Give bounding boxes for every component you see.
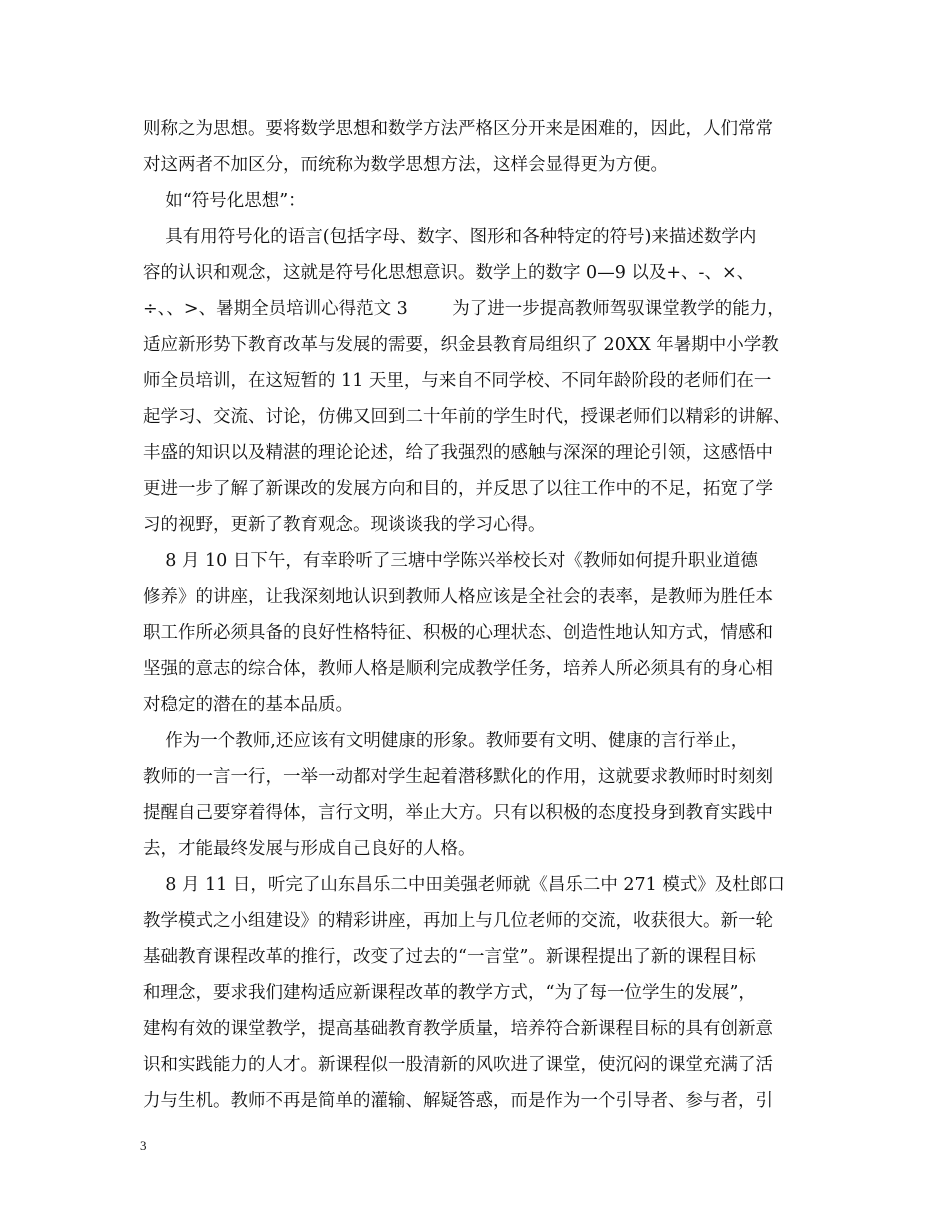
- text-line: 具有用符号化的语言(包括字母、数字、图形和各种特定的符号)来描述数学内: [143, 227, 757, 247]
- text-line: 8 月 11 日，听完了山东昌乐二中田美强老师就《昌乐二中 271 模式》及杜郎口: [143, 875, 785, 895]
- text-line: ÷、、>、暑期全员培训心得范文 3 为了进一步提高教师驾驭课堂教学的能力，: [143, 299, 785, 319]
- text-line: 丰盛的知识以及精湛的理论论述，给了我强烈的感触与深深的理论引领，这感悟中: [143, 443, 773, 463]
- text-line: 提醒自己要穿着得体，言行文明，举止大方。只有以积极的态度投身到教育实践中: [143, 803, 773, 823]
- text-line: 容的认识和观念，这就是符号化思想意识。数学上的数字 0—9 以及+、-、×、: [143, 263, 755, 283]
- text-line: 起学习、交流、讨论，仿佛又回到二十年前的学生时代，授课老师们以精彩的讲解、: [143, 407, 791, 427]
- text-line: 和理念，要求我们建构适应新课程改革的教学方式，“为了每一位学生的发展”，: [143, 983, 756, 1003]
- text-line: 教学模式之小组建设》的精彩讲座，再加上与几位老师的交流，收获很大。新一轮: [143, 911, 773, 931]
- text-line: 力与生机。教师不再是简单的灌输、解疑答惑，而是作为一个引导者、参与者，引: [143, 1091, 773, 1111]
- text-line: 修养》的讲座，让我深刻地认识到教师人格应该是全社会的表率，是教师为胜任本: [143, 587, 773, 607]
- text-line: 去，才能最终发展与形成自己良好的人格。: [143, 839, 476, 859]
- text-line: 8 月 10 日下午，有幸聆听了三塘中学陈兴举校长对《教师如何提升职业道德: [143, 551, 758, 571]
- text-line: 更进一步了解了新课改的发展方向和目的，并反思了以往工作中的不足，拓宽了学: [143, 479, 773, 499]
- text-line: 师全员培训，在这短暂的 11 天里，与来自不同学校、不同年龄阶段的老师们在一: [143, 371, 772, 391]
- text-line: 适应新形势下教育改革与发展的需要，织金县教育局组织了 20XX 年暑期中小学教: [143, 335, 779, 355]
- text-line: 对这两者不加区分，而统称为数学思想方法，这样会显得更为方便。: [143, 155, 668, 175]
- text-line: 如“符号化思想”：: [143, 191, 306, 211]
- text-line: 教师的一言一行，一举一动都对学生起着潜移默化的作用，这就要求教师时时刻刻: [143, 767, 773, 787]
- page-number: 3: [140, 1138, 147, 1153]
- text-line: 识和实践能力的人才。新课程似一股清新的风吹进了课堂，使沉闷的课堂充满了活: [143, 1055, 773, 1075]
- text-line: 则称之为思想。要将数学思想和数学方法严格区分开来是困难的，因此，人们常常: [143, 119, 773, 139]
- text-line: 习的视野，更新了教育观念。现谈谈我的学习心得。: [143, 515, 546, 535]
- text-line: 对稳定的潜在的基本品质。: [143, 695, 353, 715]
- text-line: 作为一个教师,还应该有文明健康的形象。教师要有文明、健康的言行举止，: [143, 731, 749, 751]
- text-line: 职工作所必须具备的良好性格特征、积极的心理状态、创造性地认知方式，情感和: [143, 623, 773, 643]
- text-line: 建构有效的课堂教学，提高基础教育教学质量，培养符合新课程目标的具有创新意: [143, 1019, 773, 1039]
- text-line: 坚强的意志的综合体，教师人格是顺利完成教学任务，培养人所必须具有的身心相: [143, 659, 773, 679]
- text-line: 基础教育课程改革的推行，改变了过去的“一言堂”。新课程提出了新的课程目标: [143, 947, 756, 967]
